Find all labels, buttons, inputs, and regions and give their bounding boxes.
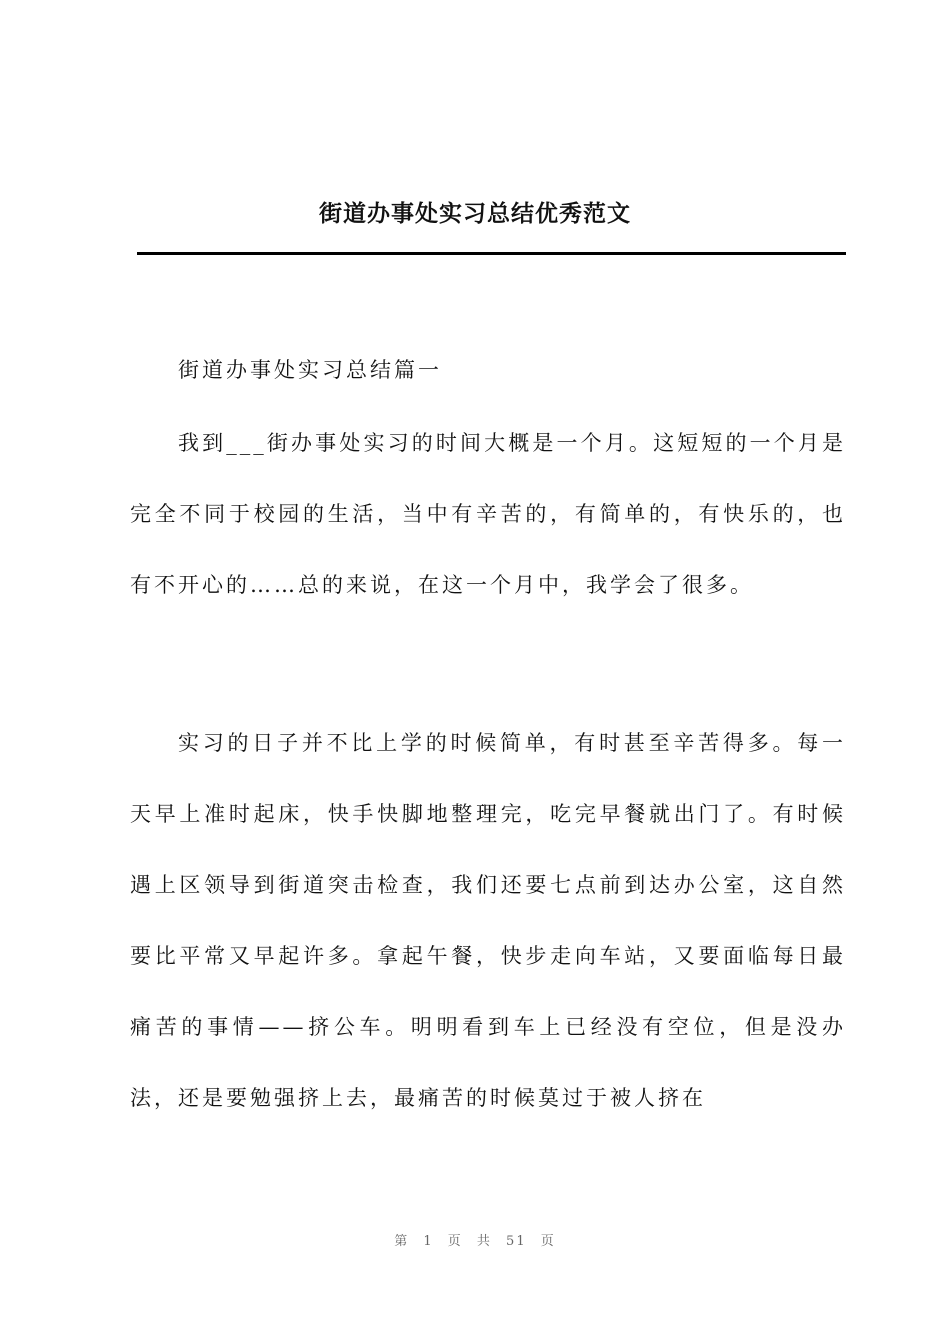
- page-number-footer: 第 1 页 共 51 页: [394, 1234, 556, 1249]
- fill-in-blank: ___: [226, 431, 267, 455]
- paragraph-1-lead: 我到: [178, 431, 227, 455]
- paragraph-1-rest: 街办事处实习的时间大概是一个月。这短短的一个月是完全不同于校园的生活，当中有辛苦的，有简单的，有快乐的，也有不开心的……总的来说，在这一个月中，我学会了很多。: [130, 431, 847, 597]
- paragraph-1: [130, 408, 846, 621]
- document-title: 街道办事处实习总结优秀范文: [319, 200, 631, 227]
- paragraph-2: 实习的日子并不比上学的时候简单，有时甚至辛苦得多。每一天早上准时起床，快手快脚地整理完，吃完早餐就出门了。有时候遇上区领导到街道突击检查，我们还要七点前到达办公室，这自然要比平常又早起许多。拿起午餐，快步走向车站，又要面临每日最痛苦的事情——挤公车。明明看到车上已经没有空位，但是没办法，还是要勉强挤上去，最痛苦的时候莫过于被人挤在: [130, 731, 846, 1110]
- title-underline-rule: [137, 252, 846, 255]
- section-heading: 街道办事处实习总结篇一: [178, 358, 442, 382]
